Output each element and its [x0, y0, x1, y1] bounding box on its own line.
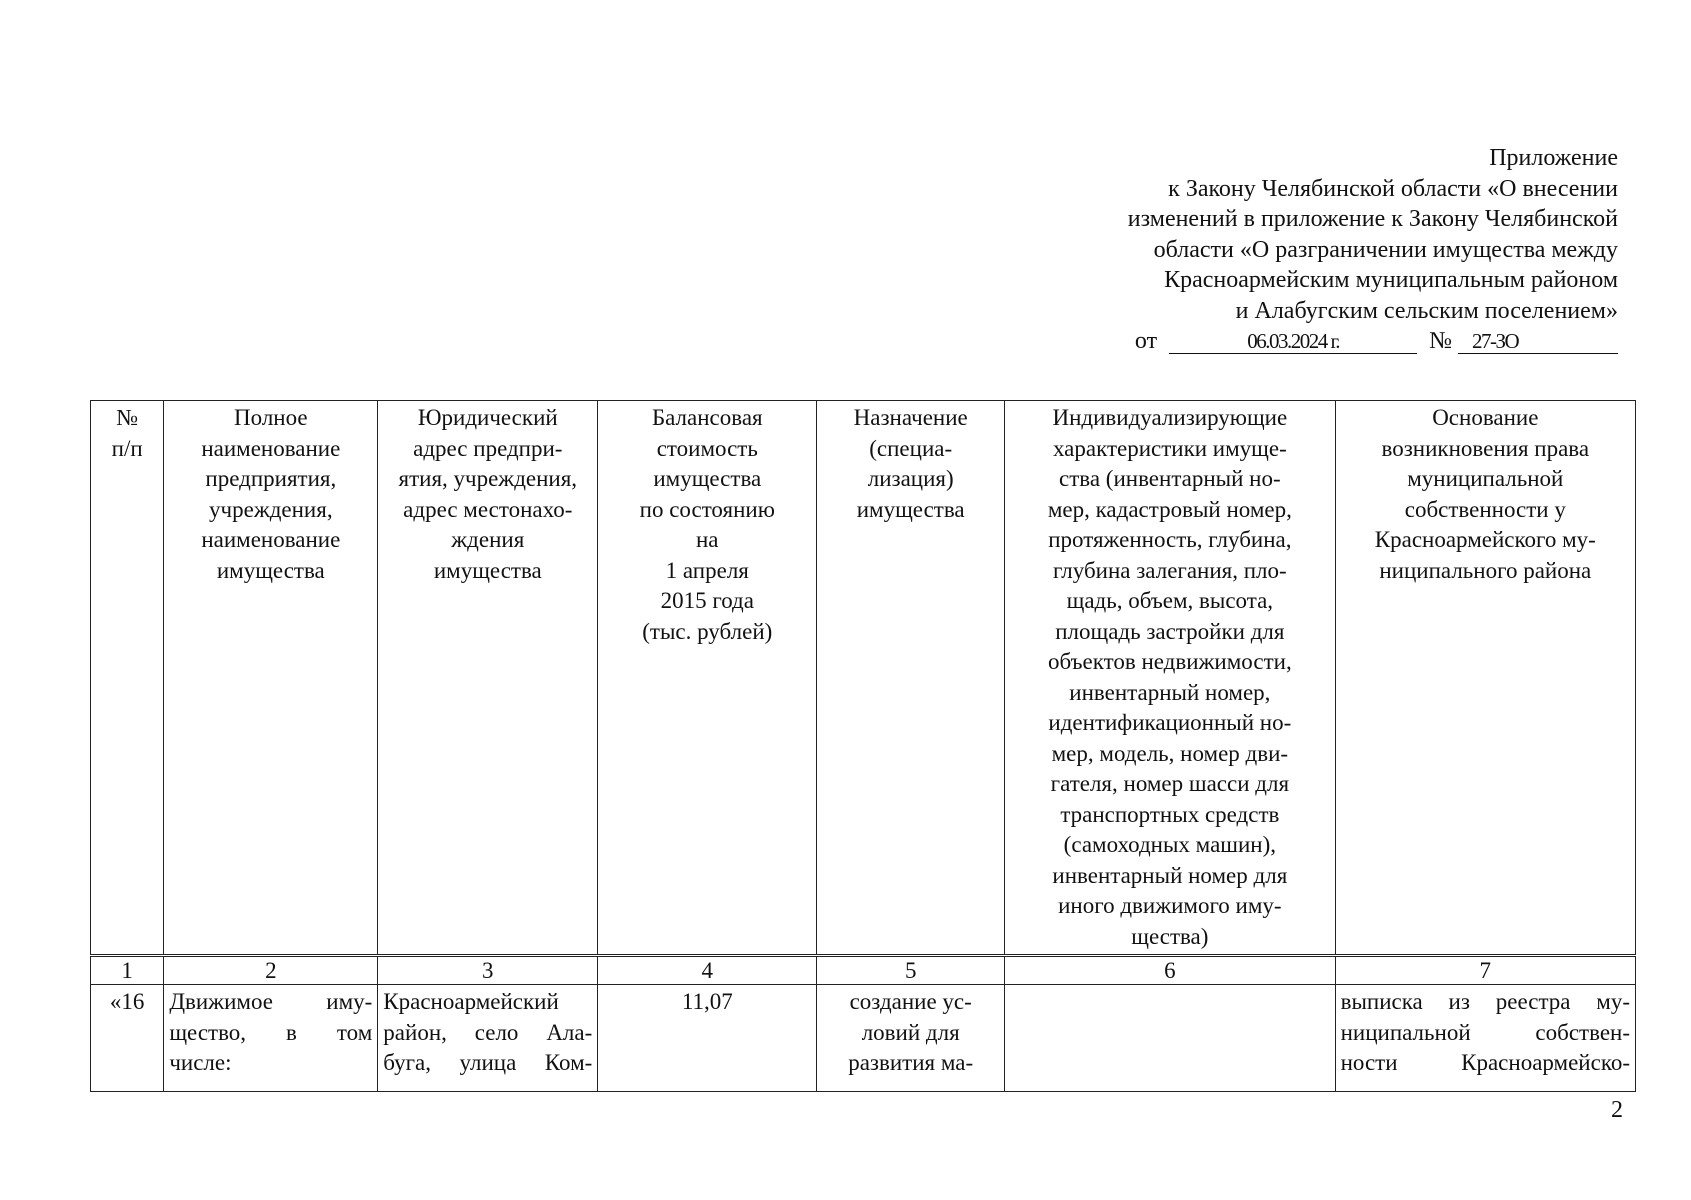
- column-number-5: 5: [817, 956, 1005, 985]
- header-text-characteristics: Индивидуализирующие характеристики имуще- ства (инвентарный но- мер, кадастровый номер, протяженность, глубина, глубина залегания, пло- щадь, объем, высота, площадь застройки для объектов недвижимости, инвентарный номер, идентификационный но- мер, модель, номер дви- гателя, номер шасси для транспортных средств (самоходных машин), инвентарный номер для иного движимого иму- щества): [1047, 405, 1292, 949]
- column-number-4: 4: [598, 956, 817, 985]
- row-purpose: создание ус- ловий для развития ма-: [848, 989, 974, 1075]
- header-text-basis: Основание возникновения права муниципальной собственности у Красноармейского му- ниципального района: [1374, 405, 1596, 583]
- header-cell-number: [91, 401, 164, 956]
- column-number-7: 7: [1335, 956, 1635, 985]
- date-prefix-label: от: [1134, 328, 1158, 354]
- column-number-3: 3: [378, 956, 598, 985]
- header-text-address: Юридический адрес предпри- ятия, учреждения, адрес местонахо- ждения имущества: [398, 405, 578, 583]
- header-cell-characteristics: [1005, 401, 1335, 956]
- header-cell-balance: [598, 401, 817, 956]
- row-basis-cell: [1335, 985, 1635, 1092]
- row-address: Красноармейский район, село Ала- буга, улица Ком-: [383, 989, 593, 1075]
- row-number-cell: [91, 985, 164, 1092]
- column-number-6: 6: [1005, 956, 1335, 985]
- appendix-line-4: Красноармейским муниципальным районом: [1164, 267, 1618, 293]
- column-number-2: 2: [164, 956, 378, 985]
- column-number-1: 1: [91, 956, 164, 985]
- row-number: «16: [109, 989, 145, 1014]
- table-header-row: [91, 401, 1636, 956]
- appendix-line-2: изменений в приложение к Закону Челябинской: [1127, 206, 1618, 232]
- law-date-value: 06.03.2024 г.: [1169, 329, 1417, 354]
- header-cell-purpose: [817, 401, 1005, 956]
- header-text-balance: Балансовая стоимость имущества по состоянию на 1 апреля 2015 года (тыс. рублей): [639, 405, 775, 644]
- header-text-number: № п/п: [111, 405, 143, 461]
- law-number-value: 27-ЗО: [1458, 329, 1618, 354]
- appendix-line-5: и Алабугским сельским поселением»: [1235, 297, 1618, 324]
- page-number: 2: [1611, 1097, 1623, 1123]
- header-text-name: Полное наименование предприятия, учреждения, наименование имущества: [201, 405, 341, 583]
- header-cell-name: [164, 401, 378, 956]
- row-basis: выписка из реестра му- ниципальной собствен- ности Красноармейско-: [1340, 989, 1630, 1075]
- row-name: Движимое иму- щество, в том числе:: [169, 989, 373, 1075]
- header-text-purpose: Назначение (специа- лизация) имущества: [853, 405, 968, 522]
- number-sign-label: №: [1429, 328, 1452, 354]
- property-registry-table: [90, 400, 1636, 1092]
- appendix-line-3: области «О разграничении имущества между: [1153, 236, 1618, 263]
- header-cell-address: [378, 401, 598, 956]
- appendix-line-1: к Закону Челябинской области «О внесении: [1168, 175, 1618, 202]
- header-cell-basis: [1335, 401, 1635, 956]
- appendix-title: Приложение: [1489, 145, 1618, 171]
- law-date-number-line: [978, 326, 1618, 357]
- row-purpose-cell: [817, 985, 1005, 1092]
- appendix-header: [978, 143, 1618, 357]
- table-row: [91, 985, 1636, 1092]
- row-balance-cell: [598, 985, 817, 1092]
- row-balance: 11,07: [681, 989, 733, 1014]
- row-address-cell: [378, 985, 598, 1092]
- column-number-row: [91, 956, 1636, 985]
- row-name-cell: [164, 985, 378, 1092]
- row-characteristics-cell: [1005, 985, 1335, 1092]
